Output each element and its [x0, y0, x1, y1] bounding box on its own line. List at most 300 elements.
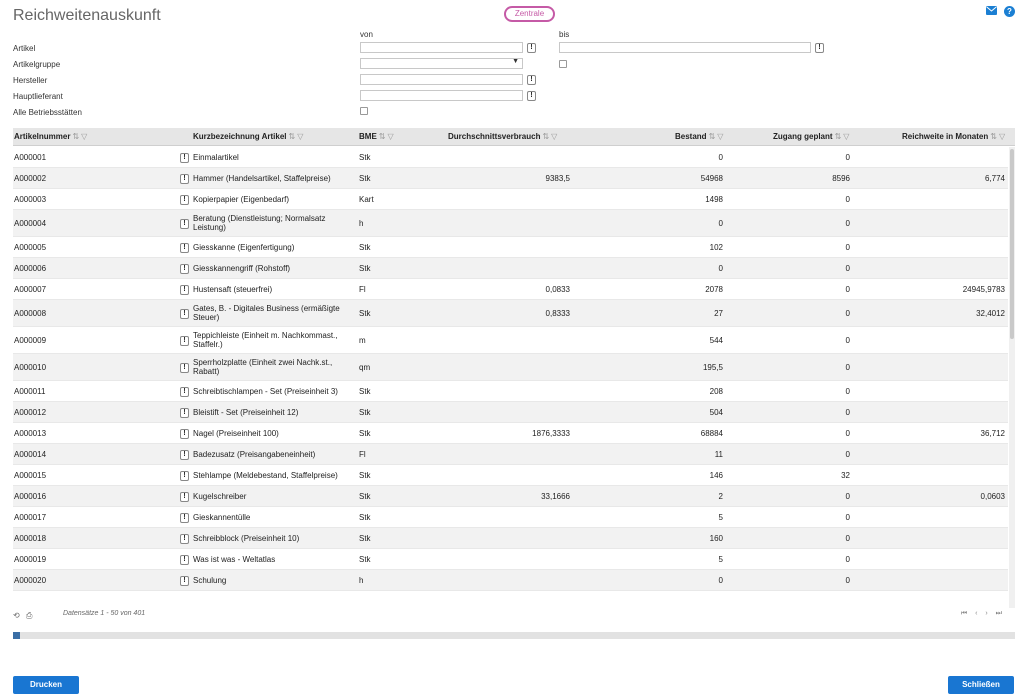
hauptlieferant-info-button[interactable]: ! [527, 91, 536, 101]
cell-zugang-geplant [743, 147, 850, 167]
cell-reichweite-text: 0,0603 [980, 491, 1005, 501]
cell-kurzbezeichnung-text: Einmalartikel [193, 152, 239, 162]
cell-bestand [613, 507, 723, 527]
table-row[interactable] [13, 549, 1008, 570]
cell-bme [359, 168, 419, 188]
cell-kurzbezeichnung [193, 423, 353, 443]
bis-label: bis [559, 30, 570, 39]
cell-zugang-geplant-text: 0 [845, 194, 850, 204]
cell-kurzbezeichnung-text: Kugelschreiber [193, 491, 247, 501]
table-row[interactable] [13, 210, 1008, 237]
cell-kurzbezeichnung [193, 279, 353, 299]
cell-bestand-text: 504 [709, 407, 723, 417]
cell-kurzbezeichnung [193, 189, 353, 209]
cell-zugang-geplant-text: 0 [845, 308, 850, 318]
cell-bestand-text: 208 [709, 386, 723, 396]
row-info-button[interactable]: ! [180, 555, 189, 565]
cell-artikelnummer-text: A000007 [14, 284, 47, 294]
cell-artikelnummer [14, 279, 174, 299]
cell-kurzbezeichnung [193, 381, 353, 401]
cell-bestand [613, 168, 723, 188]
close-button[interactable]: Schließen [948, 676, 1014, 694]
cell-artikelnummer-text: A000009 [14, 335, 47, 345]
col-header-zugang-geplant[interactable]: Zugang geplant ⇅ ▽ [773, 132, 850, 141]
cell-kurzbezeichnung [193, 444, 353, 464]
cell-bestand-text: 2078 [705, 284, 723, 294]
filter-icon[interactable]: ▽ [81, 132, 88, 141]
cell-kurzbezeichnung [193, 300, 353, 326]
sort-icon[interactable]: ⇅ [990, 132, 997, 141]
cell-artikelnummer [14, 444, 174, 464]
artikelgruppe-select[interactable] [360, 58, 523, 69]
cell-durchschnittsverbrauch-text: 1876,3333 [532, 428, 570, 438]
cell-bme-text: Stk [359, 470, 371, 480]
row-info-button[interactable]: ! [180, 429, 189, 439]
cell-bestand [613, 147, 723, 167]
cell-bme [359, 237, 419, 257]
filter-icon[interactable]: ▽ [717, 132, 724, 141]
cell-bme-text: m [359, 335, 366, 345]
cell-kurzbezeichnung [193, 147, 353, 167]
print-icon[interactable]: ⎙ [26, 611, 33, 620]
cell-bme [359, 381, 419, 401]
table-row[interactable] [13, 258, 1008, 279]
cell-zugang-geplant-text: 0 [845, 449, 850, 459]
cell-artikelnummer-text: A000020 [14, 575, 47, 585]
row-info-button[interactable]: ! [180, 534, 189, 544]
von-label: von [360, 30, 373, 39]
cell-durchschnittsverbrauch [443, 327, 570, 353]
cell-reichweite [873, 486, 1005, 506]
cell-bme-text: Fl [359, 449, 366, 459]
table-row[interactable] [13, 279, 1008, 300]
col-header-bme[interactable]: BME ⇅ ▽ [359, 132, 394, 141]
cell-artikelnummer-text: A000001 [14, 152, 47, 162]
cell-reichweite [873, 570, 1005, 590]
cell-reichweite-text: 6,774 [984, 173, 1005, 183]
table-row[interactable] [13, 168, 1008, 189]
cell-kurzbezeichnung-text: Nagel (Preiseinheit 100) [193, 428, 279, 438]
row-info-button[interactable]: ! [180, 336, 189, 346]
col-header-artikelnummer[interactable]: Artikelnummer ⇅ ▽ [14, 132, 88, 141]
cell-bme [359, 402, 419, 422]
cell-artikelnummer [14, 210, 174, 236]
cell-bme-text: Kart [359, 194, 374, 204]
sort-icon[interactable]: ⇅ [288, 132, 296, 141]
print-button[interactable]: Drucken [13, 676, 79, 694]
cell-reichweite [873, 423, 1005, 443]
cell-kurzbezeichnung [193, 258, 353, 278]
table-row[interactable] [13, 327, 1008, 354]
cell-durchschnittsverbrauch [443, 258, 570, 278]
cell-artikelnummer [14, 258, 174, 278]
cell-zugang-geplant-text: 0 [845, 335, 850, 345]
cell-kurzbezeichnung-text: Schulung [193, 575, 227, 585]
cell-kurzbezeichnung [193, 465, 353, 485]
row-info-button[interactable]: ! [180, 387, 189, 397]
row-info-button[interactable]: ! [180, 153, 189, 163]
cell-bme [359, 279, 419, 299]
cell-reichweite [873, 147, 1005, 167]
cell-kurzbezeichnung [193, 528, 353, 548]
cell-artikelnummer [14, 402, 174, 422]
cell-durchschnittsverbrauch [443, 168, 570, 188]
cell-bme-text: Stk [359, 308, 371, 318]
cell-zugang-geplant [743, 444, 850, 464]
cell-bestand [613, 258, 723, 278]
cell-artikelnummer-text: A000018 [14, 533, 47, 543]
cell-kurzbezeichnung-text: Gates, B. - Digitales Business (ermäßigte Steuer) [193, 304, 340, 322]
record-info: Datensätze 1 - 50 von 401 [63, 610, 146, 617]
cell-zugang-geplant [743, 189, 850, 209]
sort-icon[interactable]: ⇅ [378, 132, 386, 141]
sort-icon[interactable]: ⇅ [708, 132, 716, 141]
cell-kurzbezeichnung [193, 168, 353, 188]
cell-reichweite [873, 237, 1005, 257]
cell-artikelnummer-text: A000016 [14, 491, 47, 501]
col-header-kurzbezeichnung[interactable]: Kurzbezeichnung Artikel ⇅ ▽ [193, 132, 304, 141]
cell-zugang-geplant [743, 486, 850, 506]
cell-bme [359, 570, 419, 590]
cell-bme-text: Stk [359, 428, 371, 438]
cell-bme-text: Stk [359, 533, 371, 543]
cell-bestand-text: 160 [709, 533, 723, 543]
cell-durchschnittsverbrauch [443, 549, 570, 569]
cell-reichweite [873, 327, 1005, 353]
cell-kurzbezeichnung [193, 486, 353, 506]
artikel-bis-input[interactable] [559, 42, 811, 53]
cell-artikelnummer-text: A000004 [14, 218, 47, 228]
table-row[interactable] [13, 423, 1008, 444]
cell-bme-text: Stk [359, 263, 371, 273]
cell-bme-text: h [359, 575, 364, 585]
cell-durchschnittsverbrauch [443, 486, 570, 506]
refresh-icon[interactable]: ⟲ [13, 611, 20, 620]
cell-kurzbezeichnung [193, 507, 353, 527]
cell-kurzbezeichnung-text: Hammer (Handelsartikel, Staffelpreise) [193, 173, 331, 183]
cell-zugang-geplant-text: 0 [845, 512, 850, 522]
sort-icon[interactable]: ⇅ [542, 132, 550, 141]
cell-kurzbezeichnung [193, 237, 353, 257]
cell-artikelnummer-text: A000017 [14, 512, 47, 522]
row-info-button[interactable]: ! [180, 243, 189, 253]
zentrale-button[interactable]: Zentrale [504, 6, 555, 22]
cell-durchschnittsverbrauch [443, 444, 570, 464]
cell-durchschnittsverbrauch [443, 423, 570, 443]
cell-bme-text: Stk [359, 512, 371, 522]
filter-icon[interactable]: ▽ [998, 132, 1006, 141]
cell-bestand-text: 0 [718, 263, 723, 273]
cell-bestand [613, 465, 723, 485]
row-info-button[interactable]: ! [180, 450, 189, 460]
cell-bme [359, 354, 419, 380]
cell-bestand-text: 68884 [700, 428, 723, 438]
cell-bme-text: Fl [359, 284, 366, 294]
artikel-von-info-button[interactable]: ! [527, 43, 536, 53]
row-info-button[interactable]: ! [180, 219, 189, 229]
cell-reichweite [873, 381, 1005, 401]
cell-bestand [613, 444, 723, 464]
row-info-button[interactable]: ! [180, 309, 189, 319]
table-row[interactable] [13, 237, 1008, 258]
cell-artikelnummer-text: A000010 [14, 362, 47, 372]
cell-bme-text: Stk [359, 386, 371, 396]
cell-bestand-text: 1498 [705, 194, 723, 204]
cell-kurzbezeichnung-text: Bleistift - Set (Preiseinheit 12) [193, 407, 299, 417]
cell-zugang-geplant-text: 8596 [832, 173, 850, 183]
cell-zugang-geplant [743, 507, 850, 527]
scrollbar-thumb[interactable] [1010, 149, 1014, 339]
cell-bestand-text: 5 [718, 554, 723, 564]
cell-bme [359, 549, 419, 569]
table-row[interactable] [13, 147, 1008, 168]
alle-betriebsstaetten-checkbox[interactable] [360, 107, 368, 115]
artikel-bis-info-button[interactable]: ! [815, 43, 824, 53]
artikel-von-input[interactable] [360, 42, 523, 53]
cell-zugang-geplant-text: 0 [845, 407, 850, 417]
cell-bestand [613, 237, 723, 257]
cell-reichweite [873, 300, 1005, 326]
horizontal-scrollbar[interactable] [13, 632, 1015, 639]
column-chooser-icon[interactable] [13, 632, 20, 639]
cell-reichweite [873, 258, 1005, 278]
cell-reichweite [873, 354, 1005, 380]
cell-zugang-geplant [743, 279, 850, 299]
cell-zugang-geplant [743, 549, 850, 569]
cell-kurzbezeichnung-text: Hustensaft (steuerfrei) [193, 284, 273, 294]
help-icon[interactable]: ? [1004, 6, 1015, 17]
cell-bestand-text: 5 [718, 512, 723, 522]
col-header-reichweite[interactable]: Reichweite in Monaten ⇅ ▽ [902, 132, 1006, 141]
cell-artikelnummer [14, 570, 174, 590]
cell-bestand-text: 27 [714, 308, 723, 318]
cell-durchschnittsverbrauch [443, 279, 570, 299]
cell-kurzbezeichnung [193, 327, 353, 353]
cell-zugang-geplant [743, 570, 850, 590]
cell-bestand-text: 0 [718, 218, 723, 228]
cell-durchschnittsverbrauch [443, 528, 570, 548]
cell-artikelnummer [14, 486, 174, 506]
cell-reichweite [873, 465, 1005, 485]
cell-kurzbezeichnung-text: Teppichleiste (Einheit m. Nachkommast., Staffelr.) [193, 331, 338, 349]
hersteller-label: Hersteller [13, 76, 48, 85]
hersteller-input[interactable] [360, 74, 523, 85]
cell-artikelnummer-text: A000008 [14, 308, 47, 318]
table-row[interactable] [13, 486, 1008, 507]
hauptlieferant-label: Hauptlieferant [13, 92, 63, 101]
col-header-durchschnittsverbrauch[interactable]: Durchschnittsverbrauch ⇅ ▽ [448, 132, 558, 141]
cell-artikelnummer-text: A000012 [14, 407, 47, 417]
cell-artikelnummer-text: A000006 [14, 263, 47, 273]
cell-zugang-geplant-text: 0 [845, 428, 850, 438]
cell-zugang-geplant [743, 327, 850, 353]
cell-kurzbezeichnung-text: Was ist was - Weltatlas [193, 554, 276, 564]
cell-bme [359, 189, 419, 209]
cell-kurzbezeichnung-text: Gieskannentülle [193, 512, 251, 522]
cell-bestand [613, 528, 723, 548]
cell-kurzbezeichnung [193, 549, 353, 569]
cell-durchschnittsverbrauch-text: 9383,5 [545, 173, 570, 183]
cell-durchschnittsverbrauch [443, 465, 570, 485]
cell-zugang-geplant [743, 423, 850, 443]
cell-bme [359, 507, 419, 527]
cell-reichweite [873, 402, 1005, 422]
filter-icon[interactable]: ▽ [297, 132, 304, 141]
row-info-button[interactable]: ! [180, 264, 189, 274]
cell-bestand-text: 0 [718, 575, 723, 585]
cell-durchschnittsverbrauch-text: 0,8333 [545, 308, 570, 318]
cell-durchschnittsverbrauch [443, 147, 570, 167]
table-row[interactable] [13, 402, 1008, 423]
filter-icon[interactable]: ▽ [387, 132, 394, 141]
table-row[interactable] [13, 381, 1008, 402]
cell-bme [359, 444, 419, 464]
cell-artikelnummer [14, 147, 174, 167]
cell-reichweite-text: 32,4012 [976, 308, 1005, 318]
cell-bme-text: h [359, 218, 364, 228]
table-row[interactable] [13, 189, 1008, 210]
mail-icon[interactable] [986, 6, 997, 17]
cell-bme-text: qm [359, 362, 371, 372]
cell-artikelnummer [14, 354, 174, 380]
cell-durchschnittsverbrauch [443, 300, 570, 326]
cell-bme [359, 258, 419, 278]
pager-controls[interactable]: ⏮ ‹ › ⏭ [960, 610, 1005, 617]
cell-reichweite [873, 549, 1005, 569]
cell-bestand [613, 549, 723, 569]
cell-bestand-text: 544 [709, 335, 723, 345]
cell-kurzbezeichnung-text: Giesskanne (Eigenfertigung) [193, 242, 295, 252]
sort-icon[interactable]: ⇅ [834, 132, 842, 141]
cell-artikelnummer [14, 549, 174, 569]
cell-zugang-geplant-text: 0 [845, 263, 850, 273]
cell-kurzbezeichnung-text: Schreibtischlampen - Set (Preiseinheit 3) [193, 386, 338, 396]
table-row[interactable] [13, 528, 1008, 549]
alle-betriebsstaetten-label: Alle Betriebsstätten [13, 108, 82, 117]
cell-zugang-geplant [743, 381, 850, 401]
cell-kurzbezeichnung-text: Kopierpapier (Eigenbedarf) [193, 194, 290, 204]
cell-zugang-geplant [743, 237, 850, 257]
cell-bestand [613, 570, 723, 590]
table-footer [13, 609, 1015, 621]
cell-durchschnittsverbrauch [443, 237, 570, 257]
cell-zugang-geplant [743, 210, 850, 236]
cell-bestand [613, 354, 723, 380]
cell-artikelnummer-text: A000003 [14, 194, 47, 204]
cell-bestand-text: 102 [709, 242, 723, 252]
cell-kurzbezeichnung-text: Sperrholzplatte (Einheit zwei Nachk.st., Rabatt) [193, 358, 333, 376]
cell-reichweite [873, 528, 1005, 548]
cell-durchschnittsverbrauch [443, 354, 570, 380]
hauptlieferant-input[interactable] [360, 90, 523, 101]
row-info-button[interactable]: ! [180, 513, 189, 523]
cell-artikelnummer [14, 423, 174, 443]
cell-kurzbezeichnung-text: Beratung (Dienstleistung; Normalsatz Leistung) [193, 214, 326, 232]
filter-icon[interactable]: ▽ [551, 132, 558, 141]
table-row[interactable] [13, 300, 1008, 327]
cell-artikelnummer [14, 465, 174, 485]
cell-bme [359, 210, 419, 236]
cell-zugang-geplant-text: 32 [841, 470, 850, 480]
row-info-button[interactable]: ! [180, 492, 189, 502]
cell-bme-text: Stk [359, 152, 371, 162]
cell-kurzbezeichnung-text: Giesskannengriff (Rohstoff) [193, 263, 291, 273]
cell-durchschnittsverbrauch [443, 381, 570, 401]
vertical-scrollbar[interactable] [1009, 147, 1015, 608]
cell-artikelnummer [14, 189, 174, 209]
cell-bme [359, 528, 419, 548]
cell-kurzbezeichnung-text: Schreibblock (Preiseinheit 10) [193, 533, 300, 543]
table-row[interactable] [13, 570, 1008, 591]
cell-kurzbezeichnung [193, 354, 353, 380]
cell-zugang-geplant [743, 465, 850, 485]
cell-kurzbezeichnung [193, 402, 353, 422]
artikel-label: Artikel [13, 44, 36, 53]
table-header [13, 128, 1015, 146]
cell-reichweite [873, 168, 1005, 188]
cell-artikelnummer-text: A000002 [14, 173, 47, 183]
cell-bestand [613, 210, 723, 236]
cell-zugang-geplant-text: 0 [845, 533, 850, 543]
row-info-button[interactable]: ! [180, 285, 189, 295]
cell-reichweite-text: 24945,9783 [962, 284, 1005, 294]
cell-kurzbezeichnung-text: Badezusatz (Preisangabeneinheit) [193, 449, 316, 459]
col-header-bestand[interactable]: Bestand ⇅ ▽ [675, 132, 724, 141]
table-row[interactable] [13, 354, 1008, 381]
cell-bme-text: Stk [359, 491, 371, 501]
cell-artikelnummer [14, 528, 174, 548]
row-info-button[interactable]: ! [180, 576, 189, 586]
cell-artikelnummer [14, 507, 174, 527]
cell-artikelnummer-text: A000019 [14, 554, 47, 564]
cell-zugang-geplant-text: 0 [845, 284, 850, 294]
hersteller-info-button[interactable]: ! [527, 75, 536, 85]
sort-icon[interactable]: ⇅ [72, 132, 80, 141]
table-row[interactable] [13, 465, 1008, 486]
cell-bme [359, 465, 419, 485]
cell-bestand [613, 189, 723, 209]
row-info-button[interactable]: ! [180, 195, 189, 205]
row-info-button[interactable]: ! [180, 471, 189, 481]
cell-bestand [613, 402, 723, 422]
cell-zugang-geplant-text: 0 [845, 575, 850, 585]
cell-durchschnittsverbrauch-text: 33,1666 [541, 491, 570, 501]
cell-bme-text: Stk [359, 554, 371, 564]
cell-kurzbezeichnung-text: Stehlampe (Meldebestand, Staffelpreise) [193, 470, 338, 480]
table-row[interactable] [13, 507, 1008, 528]
cell-bme [359, 147, 419, 167]
cell-zugang-geplant-text: 0 [845, 386, 850, 396]
filter-icon[interactable]: ▽ [843, 132, 850, 141]
cell-bestand-text: 54968 [700, 173, 723, 183]
cell-bestand-text: 195,5 [702, 362, 723, 372]
cell-kurzbezeichnung [193, 210, 353, 236]
table-row[interactable] [13, 444, 1008, 465]
row-info-button[interactable]: ! [180, 408, 189, 418]
cell-durchschnittsverbrauch [443, 210, 570, 236]
row-info-button[interactable]: ! [180, 363, 189, 373]
cell-durchschnittsverbrauch [443, 570, 570, 590]
cell-durchschnittsverbrauch-text: 0,0833 [545, 284, 570, 294]
cell-artikelnummer-text: A000014 [14, 449, 47, 459]
cell-bme-text: Stk [359, 407, 371, 417]
cell-zugang-geplant-text: 0 [845, 554, 850, 564]
cell-bme-text: Stk [359, 173, 371, 183]
row-info-button[interactable]: ! [180, 174, 189, 184]
cell-bestand-text: 11 [714, 449, 723, 459]
cell-bme [359, 423, 419, 443]
artikelgruppe-checkbox[interactable] [559, 60, 567, 68]
